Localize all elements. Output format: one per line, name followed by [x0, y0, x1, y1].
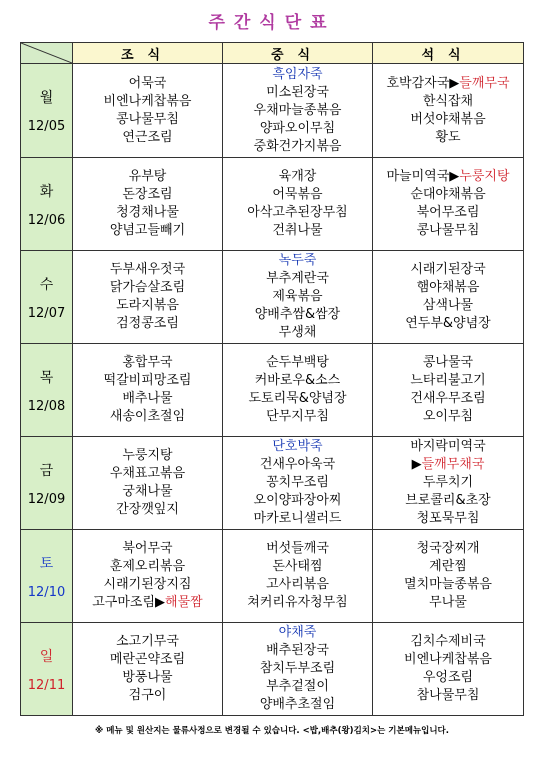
day-date: 12/05 [27, 119, 66, 134]
porridge-item: 야채죽 [278, 625, 317, 640]
menu-item: 북어무국 [122, 541, 173, 556]
diagonal-line-icon [21, 43, 72, 63]
menu-item: 버섯야채볶음 [410, 111, 486, 127]
day-date: 12/09 [27, 491, 66, 507]
lunch-cell [223, 344, 373, 437]
breakfast-cell [73, 64, 223, 158]
weekly-menu-table [20, 42, 524, 716]
table-header-row [21, 43, 524, 64]
day-cell [21, 437, 73, 530]
menu-item: 느타리불고기 [410, 373, 486, 388]
menu-item: 돈장조림 [122, 187, 173, 202]
menu-item: 참나물무침 [416, 688, 480, 703]
header-lunch: 중식 [223, 43, 373, 64]
arrow-icon: ▶ [155, 595, 166, 610]
day-cell [21, 251, 73, 344]
day-cell [21, 623, 73, 716]
menu-item: 검구이 [128, 688, 167, 703]
menu-item: 연두부&양념장 [405, 316, 491, 331]
menu-item: 청경채나물 [116, 205, 179, 220]
menu-item: 중화건가지볶음 [253, 138, 342, 154]
menu-item: 김치수제비국 [410, 634, 486, 649]
arrow-icon: ▶ [449, 169, 460, 184]
menu-item: 누룽지탕 [122, 448, 173, 463]
menu-item: 계란찜 [429, 559, 467, 574]
menu-item: 청국장찌개 [416, 541, 480, 556]
breakfast-cell [73, 251, 223, 344]
menu-item: 양배추초절임 [259, 697, 336, 712]
porridge-item: 녹두죽 [278, 253, 317, 268]
table-row [21, 344, 524, 437]
table-row [21, 530, 524, 623]
menu-item: 닭가슴살조림 [109, 280, 186, 295]
menu-item: 버섯들깨국 [266, 541, 329, 556]
menu-item: 마카로니샐러드 [253, 511, 342, 526]
menu-item: 부추겉절이 [266, 679, 329, 694]
breakfast-cell [73, 437, 223, 530]
menu-item: 어묵국 [128, 75, 167, 91]
breakfast-cell [73, 530, 223, 623]
breakfast-cell [73, 623, 223, 716]
menu-item: 새송이초절임 [109, 409, 186, 424]
porridge-item: 단호박죽 [272, 439, 323, 454]
day-date: 12/08 [27, 398, 66, 414]
menu-item-with-alt [373, 168, 523, 186]
alt-menu-item: 들깨무국 [459, 75, 510, 91]
menu-item: 홍합무국 [122, 355, 173, 370]
alt-menu-item: 누룽지탕 [459, 169, 510, 184]
menu-item: 두부새우젓국 [109, 262, 186, 277]
day-date: 12/11 [27, 677, 66, 693]
menu-item: 삼색나물 [422, 298, 474, 313]
day-cell [21, 64, 73, 158]
menu-item: 떡갈비피망조림 [103, 373, 192, 388]
day-cell [21, 530, 73, 623]
menu-item: 커바로우&소스 [254, 373, 341, 388]
day-date: 12/07 [27, 305, 66, 321]
menu-item: 고구마조림 [92, 595, 156, 610]
day-name: 수 [39, 276, 54, 293]
menu-item: 순대야채볶음 [410, 187, 486, 202]
menu-item-with-alt [373, 456, 523, 474]
menu-item: 연근조림 [122, 129, 173, 145]
day-cell [21, 158, 73, 251]
day-name: 일 [39, 648, 54, 665]
menu-item: 건새우무조림 [410, 391, 486, 406]
page-title: 주간식단표 [208, 13, 336, 33]
menu-item: 무생채 [278, 325, 317, 340]
menu-item: 콩나물국 [422, 355, 474, 370]
dinner-cell [373, 623, 524, 716]
menu-item: 햄야채볶음 [416, 280, 480, 295]
menu-item: 양념고들빼기 [109, 223, 186, 238]
menu-item: 꽁치무조림 [266, 475, 329, 490]
breakfast-cell [73, 158, 223, 251]
menu-item: 무나물 [429, 595, 467, 610]
menu-item: 궁채나물 [122, 484, 173, 499]
menu-item: 우채표고볶음 [109, 466, 186, 481]
menu-item: 멸치마늘종볶음 [404, 577, 492, 592]
menu-item: 바지락미역국 [410, 439, 486, 454]
menu-item: 순두부백탕 [266, 355, 329, 370]
menu-item-with-alt [373, 75, 523, 93]
menu-item: 훈제오리볶음 [109, 559, 186, 574]
day-date: 12/06 [27, 212, 66, 228]
menu-item: 어묵볶음 [272, 187, 323, 202]
menu-item: 북어무조림 [416, 205, 480, 220]
menu-item: 도토리묵&양념장 [248, 391, 347, 406]
menu-item: 청포묵무침 [416, 511, 480, 526]
dinner-cell [373, 158, 524, 251]
menu-item: 육개장 [278, 169, 317, 184]
menu-item: 고사리볶음 [266, 577, 329, 592]
menu-item: 오이양파장아찌 [253, 493, 342, 508]
menu-item: 메란곤약조림 [109, 652, 186, 667]
menu-item: 한식잡채 [422, 93, 474, 109]
dinner-cell [373, 64, 524, 158]
footnote: ※ 메뉴 및 원산지는 물류사정으로 변경될 수 있습니다. <밥,배추(왕)김치>는 기본메뉴입니다. [95, 726, 449, 736]
menu-item: 황도 [435, 129, 461, 145]
lunch-cell [223, 158, 373, 251]
menu-item: 간장깻잎지 [116, 502, 179, 517]
menu-item: 배추된장국 [266, 643, 329, 658]
menu-item: 우엉조림 [422, 670, 474, 685]
menu-item: 쳐커리유자청무침 [247, 595, 348, 610]
menu-item: 호박감자국 [386, 75, 450, 91]
menu-item: 콩나물무침 [416, 223, 480, 238]
day-date: 12/10 [27, 584, 66, 600]
menu-item: 미소된장국 [266, 84, 329, 100]
menu-item: 마늘미역국 [386, 169, 450, 184]
menu-item: 돈사태찜 [272, 559, 323, 574]
menu-item: 비엔나케찹볶음 [404, 652, 492, 667]
menu-item: 유부탕 [128, 169, 167, 184]
table-row [21, 437, 524, 530]
dinner-cell [373, 251, 524, 344]
lunch-cell [223, 530, 373, 623]
menu-item: 브로콜리&초장 [405, 493, 491, 508]
day-name: 월 [39, 90, 54, 106]
lunch-cell [223, 251, 373, 344]
dinner-cell [373, 437, 524, 530]
header-breakfast: 조식 [73, 43, 223, 64]
menu-item: 우채마늘종볶음 [253, 102, 342, 118]
arrow-icon: ▶ [449, 75, 460, 91]
table-row [21, 251, 524, 344]
dinner-cell [373, 530, 524, 623]
menu-item: 건새우아욱국 [259, 457, 336, 472]
table-row [21, 623, 524, 716]
menu-item: 콩나물무침 [116, 111, 179, 127]
menu-item: 두루치기 [422, 475, 474, 490]
menu-item-with-alt [73, 594, 222, 612]
menu-item: 아삭고추된장무침 [247, 205, 348, 220]
porridge-item: 흑임자죽 [272, 66, 323, 82]
menu-item: 제육볶음 [272, 289, 323, 304]
lunch-cell [223, 437, 373, 530]
menu-item: 도라지볶음 [116, 298, 179, 313]
day-name: 목 [39, 369, 54, 386]
day-name: 금 [39, 462, 54, 479]
menu-item: 시래기된장지짐 [103, 577, 192, 592]
table-row [21, 158, 524, 251]
alt-menu-item: 들깨무채국 [421, 457, 485, 472]
day-name: 화 [39, 183, 54, 200]
day-cell [21, 344, 73, 437]
menu-item: 비엔나케찹볶음 [103, 93, 192, 109]
day-name: 토 [39, 555, 54, 572]
menu-item: 시래기된장국 [410, 262, 486, 277]
breakfast-cell [73, 344, 223, 437]
menu-item: 소고기무국 [116, 634, 179, 649]
corner-cell [21, 43, 73, 64]
header-dinner: 석식 [373, 43, 524, 64]
menu-item: 양배추쌈&쌈장 [254, 307, 341, 322]
menu-item: 단무지무침 [266, 409, 329, 424]
lunch-cell [223, 64, 373, 158]
menu-item: 부추계란국 [266, 271, 329, 286]
lunch-cell [223, 623, 373, 716]
dinner-cell [373, 344, 524, 437]
menu-item: 건취나물 [272, 223, 323, 238]
arrow-icon: ▶ [411, 457, 422, 472]
alt-menu-item: 해물짬 [165, 595, 203, 610]
menu-item: 배추나물 [122, 391, 173, 406]
table-row [21, 64, 524, 158]
menu-item: 양파오이무침 [259, 120, 336, 136]
menu-item: 검정콩조림 [116, 316, 179, 331]
menu-item: 참치두부조림 [259, 661, 336, 676]
menu-item: 방풍나물 [122, 670, 173, 685]
menu-item: 오이무침 [422, 409, 474, 424]
